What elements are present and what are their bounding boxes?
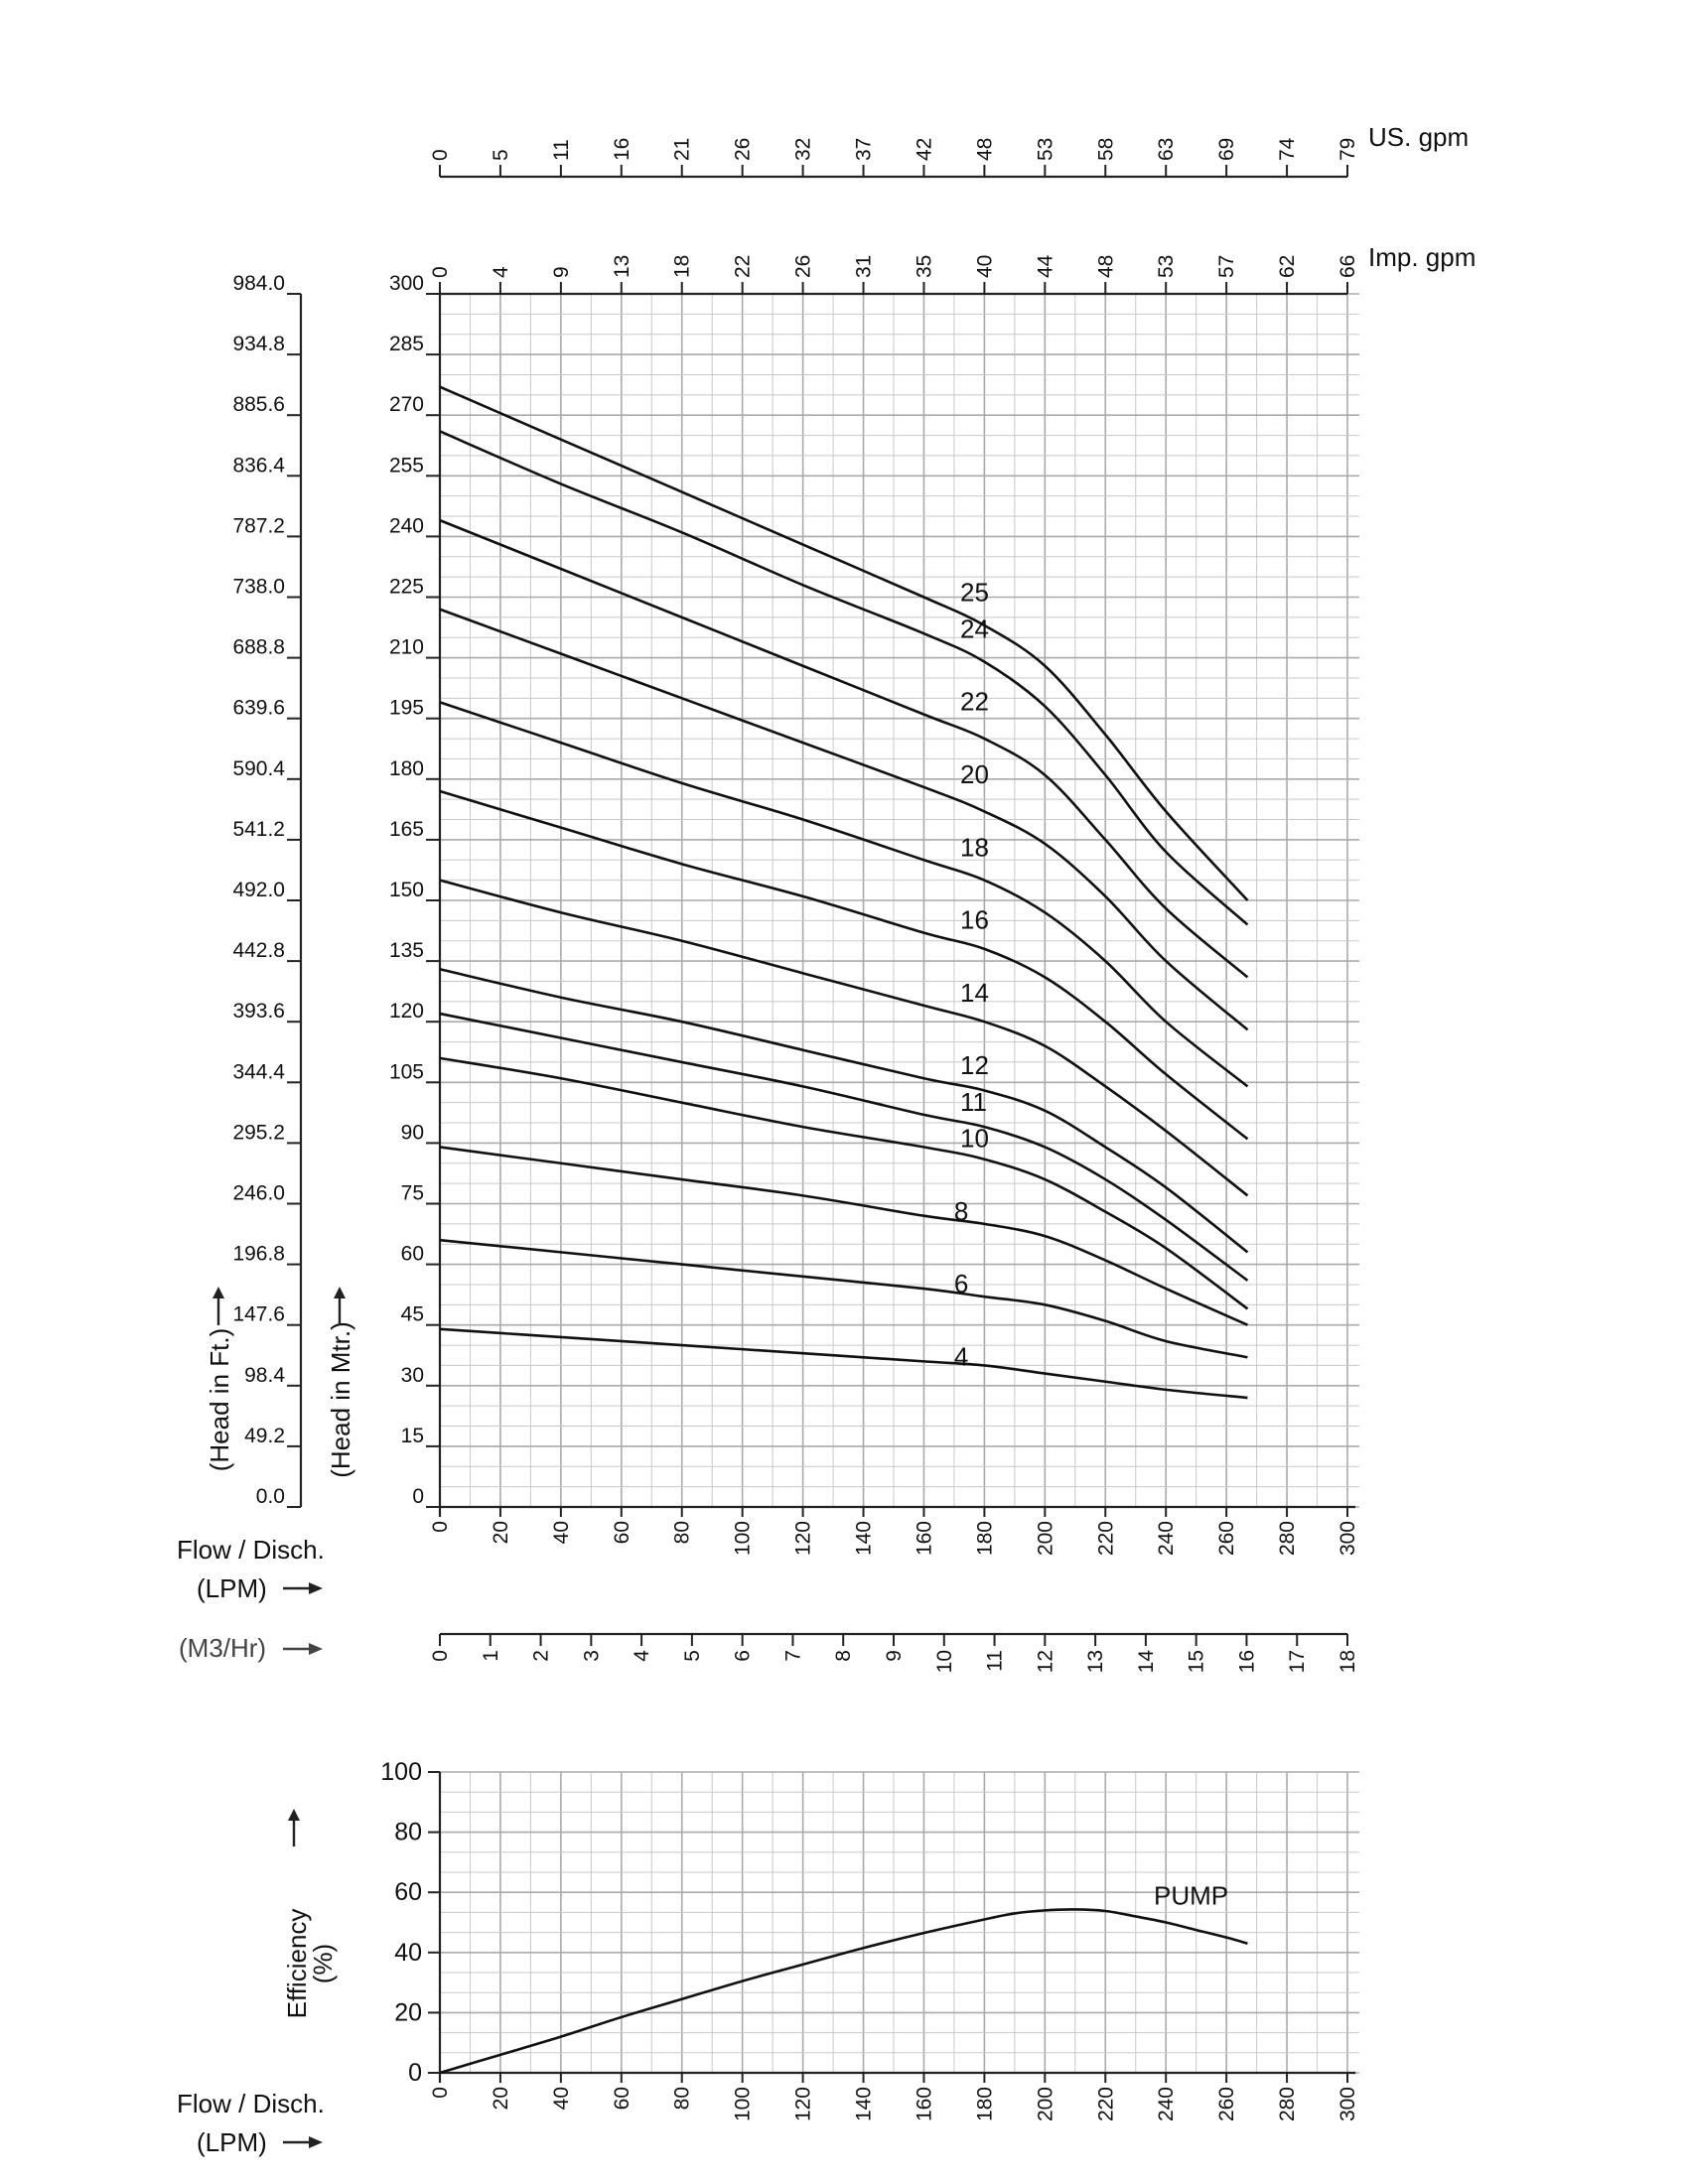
lpm-tick-label: 80 (670, 1521, 694, 1545)
head-ft-tick-label: 836.4 (232, 454, 285, 478)
head-m-tick-label: 105 (388, 1060, 424, 1084)
head-ft-tick-label: 738.0 (232, 575, 285, 599)
head-ft-tick-label: 344.4 (232, 1060, 285, 1084)
lpm-tick-label: 260 (1215, 1521, 1239, 1557)
head-ft-tick-label: 688.8 (232, 635, 285, 659)
stage-label-25: 25 (960, 577, 989, 608)
us-gpm-tick-label: 0 (429, 149, 452, 161)
m3hr-arrow-icon-head (309, 1643, 323, 1655)
head-m-tick-label: 75 (400, 1181, 424, 1205)
imp-gpm-tick-label: 57 (1215, 254, 1239, 278)
efficiency-lpm-tick-label: 240 (1155, 2087, 1179, 2122)
head-m-tick-label: 255 (388, 454, 424, 478)
stage-label-14: 14 (960, 977, 989, 1008)
imp-gpm-label: Imp. gpm (1368, 242, 1477, 272)
head-m-arrow-icon-head (334, 1287, 346, 1298)
head-ft-tick-label: 393.6 (232, 1000, 285, 1024)
efficiency-lpm-tick-label: 280 (1276, 2087, 1300, 2122)
head-ft-tick-label: 98.4 (244, 1363, 285, 1387)
efficiency-lpm-tick-label: 80 (670, 2087, 694, 2111)
efficiency-tick-label: 60 (394, 1878, 422, 1907)
head-ft-tick-label: 295.2 (232, 1121, 285, 1145)
head-ft-tick-label: 0.0 (255, 1485, 285, 1508)
efficiency-lpm-tick-label: 60 (610, 2087, 633, 2111)
head-ft-arrow-icon-head (212, 1287, 224, 1298)
efficiency-lpm-tick-label: 100 (731, 2087, 755, 2122)
lpm-tick-label: 20 (489, 1521, 512, 1545)
m3hr-tick-label: 5 (680, 1650, 704, 1662)
head-m-tick-label: 45 (400, 1302, 424, 1326)
efficiency-axis-label-line1: Efficiency (282, 1908, 312, 2019)
us-gpm-tick-label: 5 (489, 149, 512, 161)
stage-label-22: 22 (960, 686, 989, 717)
m3hr-tick-label: 10 (932, 1650, 956, 1674)
lpm-tick-label: 100 (731, 1521, 755, 1557)
m3hr-tick-label: 11 (983, 1650, 1007, 1672)
us-gpm-tick-label: 32 (791, 137, 815, 161)
lpm-tick-label: 180 (973, 1521, 997, 1557)
head-m-tick-label: 225 (388, 575, 424, 599)
lpm-tick-label: 220 (1094, 1521, 1118, 1557)
stage-label-20: 20 (960, 758, 989, 789)
lpm-tick-label: 160 (913, 1521, 936, 1557)
imp-gpm-tick-label: 18 (670, 254, 694, 278)
imp-gpm-tick-label: 31 (852, 254, 876, 278)
us-gpm-tick-label: 69 (1215, 137, 1239, 161)
head-ft-tick-label: 147.6 (232, 1302, 285, 1326)
us-gpm-label: US. gpm (1368, 122, 1470, 152)
head-m-tick-label: 15 (400, 1424, 424, 1447)
stage-label-24: 24 (960, 614, 989, 644)
head-m-tick-label: 195 (388, 696, 424, 720)
head-ft-axis-label: (Head in Ft.) (205, 1327, 234, 1472)
imp-gpm-tick-label: 22 (731, 254, 755, 278)
efficiency-lpm-tick-label: 200 (1034, 2087, 1057, 2122)
us-gpm-tick-label: 53 (1034, 137, 1057, 161)
stage-label-11: 11 (960, 1086, 988, 1117)
head-ft-tick-label: 934.8 (232, 333, 285, 356)
m3hr-tick-label: 13 (1084, 1650, 1108, 1674)
head-m-tick-label: 0 (412, 1485, 424, 1508)
head-m-tick-label: 120 (388, 1000, 424, 1024)
imp-gpm-tick-label: 26 (791, 254, 815, 278)
imp-gpm-tick-label: 35 (913, 254, 936, 278)
head-ft-tick-label: 541.2 (232, 817, 285, 841)
efficiency-lpm-tick-label: 120 (791, 2087, 815, 2122)
head-ft-tick-label: 49.2 (244, 1424, 285, 1447)
efficiency-tick-label: 0 (408, 2059, 422, 2087)
imp-gpm-tick-label: 0 (429, 266, 452, 278)
lpm-tick-label: 40 (549, 1521, 573, 1545)
efficiency-tick-label: 100 (380, 1758, 422, 1786)
imp-gpm-tick-label: 66 (1336, 254, 1359, 278)
m3hr-tick-label: 2 (529, 1650, 553, 1662)
efficiency-lpm-tick-label: 20 (489, 2087, 512, 2111)
lpm-tick-label: 240 (1155, 1521, 1179, 1557)
imp-gpm-tick-label: 62 (1276, 254, 1300, 278)
head-m-tick-label: 270 (388, 393, 424, 417)
lpm-tick-label: 140 (852, 1521, 876, 1557)
efficiency-tick-label: 80 (394, 1818, 422, 1846)
lpm-bottom-arrow-icon-head (309, 2136, 323, 2148)
us-gpm-tick-label: 74 (1276, 137, 1300, 161)
flow-label-top: Flow / Disch. (177, 1535, 325, 1565)
head-ft-tick-label: 984.0 (232, 272, 285, 295)
head-m-tick-label: 300 (388, 272, 424, 295)
us-gpm-tick-label: 48 (973, 137, 997, 161)
flow-label-bottom: Flow / Disch. (177, 2089, 325, 2118)
us-gpm-tick-label: 58 (1094, 137, 1118, 161)
efficiency-lpm-tick-label: 160 (913, 2087, 936, 2122)
head-ft-tick-label: 246.0 (232, 1181, 285, 1205)
stage-label-6: 6 (953, 1269, 969, 1299)
head-m-tick-label: 90 (400, 1121, 424, 1145)
head-ft-tick-label: 787.2 (232, 514, 285, 538)
head-m-tick-label: 30 (400, 1363, 424, 1387)
us-gpm-tick-label: 16 (610, 137, 633, 161)
head-ft-tick-label: 442.8 (232, 939, 285, 963)
head-m-tick-label: 150 (388, 879, 424, 901)
us-gpm-tick-label: 37 (852, 137, 876, 161)
lpm-label-top: (LPM) (197, 1573, 267, 1603)
us-gpm-tick-label: 26 (731, 137, 755, 161)
grid-layer (440, 294, 1359, 2073)
lpm-tick-label: 120 (791, 1521, 815, 1557)
m3hr-tick-label: 12 (1034, 1650, 1057, 1674)
head-m-tick-label: 165 (388, 817, 424, 841)
head-ft-tick-label: 639.6 (232, 696, 285, 720)
m3hr-tick-label: 1 (479, 1650, 502, 1662)
m3hr-tick-label: 9 (883, 1650, 906, 1662)
head-ft-tick-label: 196.8 (232, 1242, 285, 1266)
head-ft-tick-label: 492.0 (232, 879, 285, 901)
lpm-tick-label: 280 (1276, 1521, 1300, 1557)
lpm-arrow-icon-head (309, 1582, 323, 1594)
m3hr-tick-label: 17 (1286, 1650, 1310, 1674)
efficiency-curve-label: PUMP (1154, 1880, 1229, 1911)
m3hr-tick-label: 7 (781, 1650, 805, 1662)
us-gpm-tick-label: 21 (670, 137, 694, 161)
lpm-tick-label: 200 (1034, 1521, 1057, 1557)
m3hr-tick-label: 3 (580, 1650, 604, 1662)
head-ft-tick-label: 885.6 (232, 393, 285, 417)
head-m-tick-label: 210 (388, 635, 424, 659)
m3hr-tick-label: 15 (1185, 1650, 1208, 1674)
lpm-tick-label: 300 (1336, 1521, 1359, 1557)
head-ft-tick-label: 590.4 (232, 756, 285, 780)
head-m-axis-label: (Head in Mtr.) (326, 1321, 355, 1478)
imp-gpm-tick-label: 9 (549, 266, 573, 278)
efficiency-lpm-tick-label: 220 (1094, 2087, 1118, 2122)
imp-gpm-tick-label: 13 (610, 254, 633, 278)
us-gpm-tick-label: 11 (549, 139, 573, 161)
head-m-tick-label: 135 (388, 939, 424, 963)
efficiency-lpm-tick-label: 0 (429, 2087, 452, 2099)
imp-gpm-tick-label: 44 (1034, 254, 1057, 278)
m3hr-tick-label: 6 (731, 1650, 755, 1662)
us-gpm-tick-label: 63 (1155, 137, 1179, 161)
efficiency-lpm-tick-label: 40 (549, 2087, 573, 2111)
m3hr-label: (M3/Hr) (179, 1633, 267, 1663)
stage-label-18: 18 (960, 832, 989, 863)
imp-gpm-tick-label: 4 (489, 266, 512, 278)
efficiency-tick-label: 40 (394, 1938, 422, 1967)
m3hr-tick-label: 8 (832, 1650, 856, 1662)
head-m-tick-label: 240 (388, 514, 424, 538)
imp-gpm-tick-label: 53 (1155, 254, 1179, 278)
efficiency-lpm-tick-label: 180 (973, 2087, 997, 2122)
imp-gpm-tick-label: 48 (1094, 254, 1118, 278)
head-m-tick-label: 180 (388, 756, 424, 780)
efficiency-arrow-icon-head (288, 1809, 300, 1821)
m3hr-tick-label: 4 (631, 1650, 654, 1662)
stage-label-4: 4 (953, 1341, 969, 1372)
efficiency-lpm-tick-label: 140 (852, 2087, 876, 2122)
m3hr-tick-label: 18 (1336, 1650, 1359, 1674)
efficiency-lpm-tick-label: 300 (1336, 2087, 1359, 2122)
efficiency-tick-label: 20 (394, 1998, 422, 2027)
lpm-tick-label: 0 (429, 1521, 452, 1533)
stage-label-16: 16 (960, 904, 989, 935)
efficiency-lpm-tick-label: 260 (1215, 2087, 1239, 2122)
stage-label-12: 12 (960, 1050, 989, 1081)
m3hr-tick-label: 0 (429, 1650, 452, 1662)
m3hr-tick-label: 14 (1134, 1650, 1158, 1674)
head-m-tick-label: 60 (400, 1242, 424, 1266)
stage-label-10: 10 (960, 1123, 989, 1154)
lpm-tick-label: 60 (610, 1521, 633, 1545)
lpm-label-bottom: (LPM) (197, 2127, 267, 2157)
m3hr-tick-label: 16 (1235, 1650, 1259, 1674)
us-gpm-tick-label: 79 (1336, 137, 1359, 161)
head-m-tick-label: 285 (388, 333, 424, 356)
us-gpm-tick-label: 42 (913, 137, 936, 161)
imp-gpm-tick-label: 40 (973, 254, 997, 278)
efficiency-axis-label-line2: (%) (308, 1943, 338, 1984)
stage-label-8: 8 (953, 1195, 969, 1226)
